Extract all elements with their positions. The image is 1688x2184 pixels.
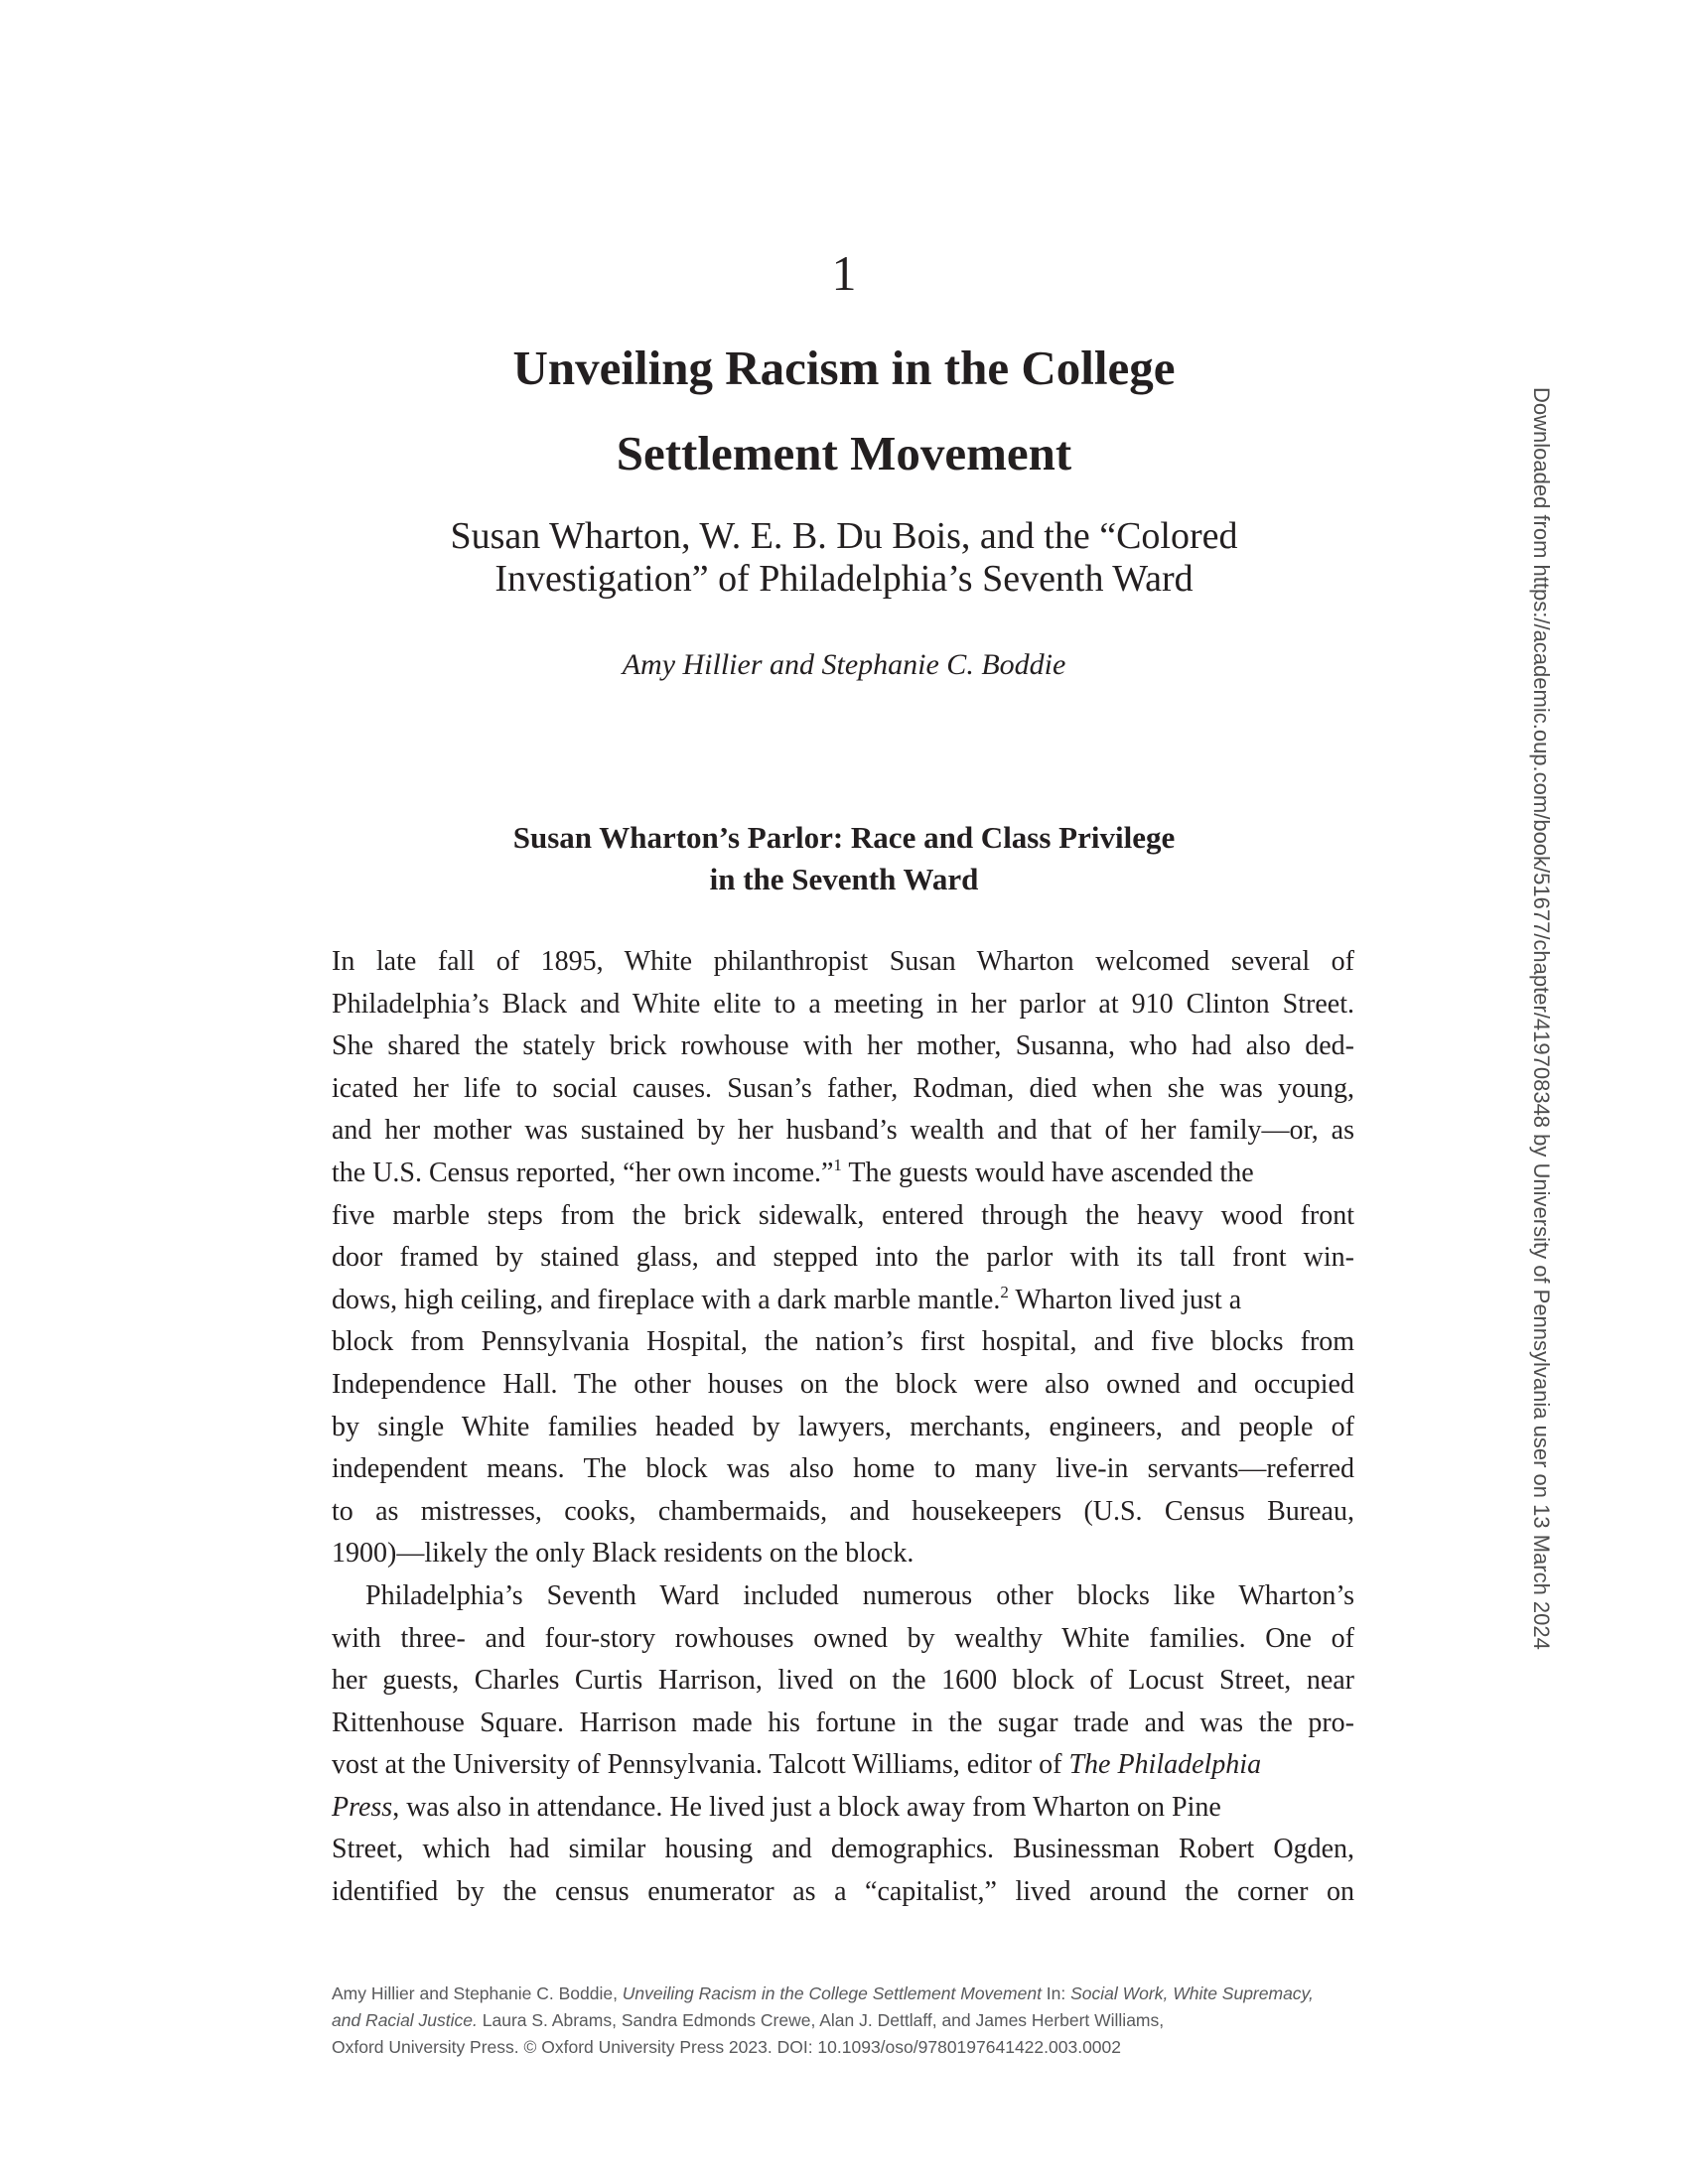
text-line: block from Pennsylvania Hospital, the nation’s first hospital, and five blocks from [332, 1326, 1354, 1358]
footer-authors: Amy Hillier and Stephanie C. Boddie, [332, 1983, 623, 2003]
footer-in: In: [1041, 1983, 1071, 2003]
text-line: She shared the stately brick rowhouse with her mother, Susanna, who had also ded- [332, 1030, 1354, 1062]
paragraph [332, 941, 1354, 1575]
text-run: dows, high ceiling, and fireplace with a dark marble mantle. [332, 1284, 1001, 1315]
chapter-subtitle [298, 515, 1390, 601]
footer-line [332, 1980, 1374, 2007]
footer-chapter-title: Unveiling Racism in the College Settlement Movement [622, 1983, 1042, 2003]
download-watermark-text: Downloaded from https://academic.oup.com/book/51677/chapter/419708348 by University of Pennsylvania user on 13 March 2024 [1529, 387, 1554, 1650]
footer-line [332, 2007, 1374, 2034]
footnote-ref: 1 [833, 1155, 842, 1174]
text-run: , was also in attendance. He lived just a block away from Wharton on Pine [392, 1791, 1221, 1823]
text-line: 1900)—likely the only Black residents on the block. [332, 1538, 914, 1570]
section-heading [318, 817, 1370, 900]
body-text [332, 941, 1354, 1956]
text-run: The guests would have ascended the [841, 1157, 1254, 1188]
text-line [332, 1280, 1354, 1322]
footer-editors: Laura S. Abrams, Sandra Edmonds Crewe, Alan J. Dettlaff, and James Herbert Williams, [477, 2010, 1165, 2030]
chapter-title-line: Unveiling Racism in the College [512, 341, 1176, 395]
text-line: with three- and four-story rowhouses owned by wealthy White families. One of [332, 1622, 1354, 1654]
text-line [332, 1787, 1354, 1830]
chapter-number: 1 [831, 245, 857, 301]
text-line: five marble steps from the brick sidewalk, entered through the heavy wood front [332, 1199, 1354, 1231]
text-line [332, 1153, 1354, 1195]
text-line: identified by the census enumerator as a “capitalist,” lived around the corner on [332, 1876, 1354, 1908]
text-line [332, 1914, 1354, 1957]
text-line: Philadelphia’s Seventh Ward included numerous other blocks like Wharton’s [365, 1579, 1354, 1611]
text-line: and her mother was sustained by her husband’s wealth and that of her family—or, as [332, 1115, 1354, 1147]
text-run: Wharton lived just a [1008, 1284, 1242, 1315]
text-line: Philadelphia’s Black and White elite to a meeting in her parlor at 910 Clinton Street. [332, 988, 1354, 1020]
publication-title: Press [332, 1791, 393, 1823]
footer-publisher: Oxford University Press. © Oxford University Press 2023. DOI: 10.1093/oso/9780197641422.003.0002 [332, 2037, 1121, 2057]
paragraph [332, 1575, 1354, 1956]
text-line: by single White families headed by lawyers, merchants, engineers, and people of [332, 1411, 1354, 1442]
text-line: to as mistresses, cooks, chambermaids, and housekeepers (U.S. Census Bureau, [332, 1495, 1354, 1527]
chapter-subtitle-line: Susan Wharton, W. E. B. Du Bois, and the “Colored [450, 515, 1238, 557]
footer-book-title: Social Work, White Supremacy, [1070, 1983, 1314, 2003]
text-line: her guests, Charles Curtis Harrison, lived on the 1600 block of Locust Street, near [332, 1665, 1354, 1697]
section-heading-line: in the Seventh Ward [709, 862, 979, 896]
text-run: the U.S. Census reported, “her own income.” [332, 1157, 834, 1188]
chapter-title-line: Settlement Movement [616, 426, 1072, 480]
text-line: door framed by stained glass, and stepped into the parlor with its tall front win- [332, 1242, 1354, 1274]
chapter-subtitle-line: Investigation” of Philadelphia’s Seventh Ward [494, 558, 1194, 600]
text-line: Independence Hall. The other houses on the block were also owned and occupied [332, 1368, 1354, 1400]
text-line: Rittenhouse Square. Harrison made his fortune in the sugar trade and was the pro- [332, 1706, 1354, 1738]
chapter-authors: Amy Hillier and Stephanie C. Boddie [622, 648, 1066, 681]
section-heading-line: Susan Wharton’s Parlor: Race and Class Privilege [512, 820, 1176, 855]
text-line [332, 1744, 1354, 1787]
text-run: vost at the University of Pennsylvania. Talcott Williams, editor of [332, 1749, 1069, 1781]
text-line: independent means. The block was also home to many live-in servants—referred [332, 1453, 1354, 1485]
publication-title: The Philadelphia [1068, 1749, 1262, 1781]
text-line: Street, which had similar housing and demographics. Businessman Robert Ogden, [332, 1834, 1354, 1865]
text-line: In late fall of 1895, White philanthropist Susan Wharton welcomed several of [332, 946, 1354, 977]
footer-book-title: and Racial Justice. [332, 2010, 478, 2030]
text-line: icated her life to social causes. Susan’s father, Rodman, died when she was young, [332, 1072, 1354, 1104]
chapter-title [298, 326, 1390, 496]
footnote-ref: 2 [1000, 1282, 1009, 1301]
citation-footer [332, 1980, 1374, 2061]
